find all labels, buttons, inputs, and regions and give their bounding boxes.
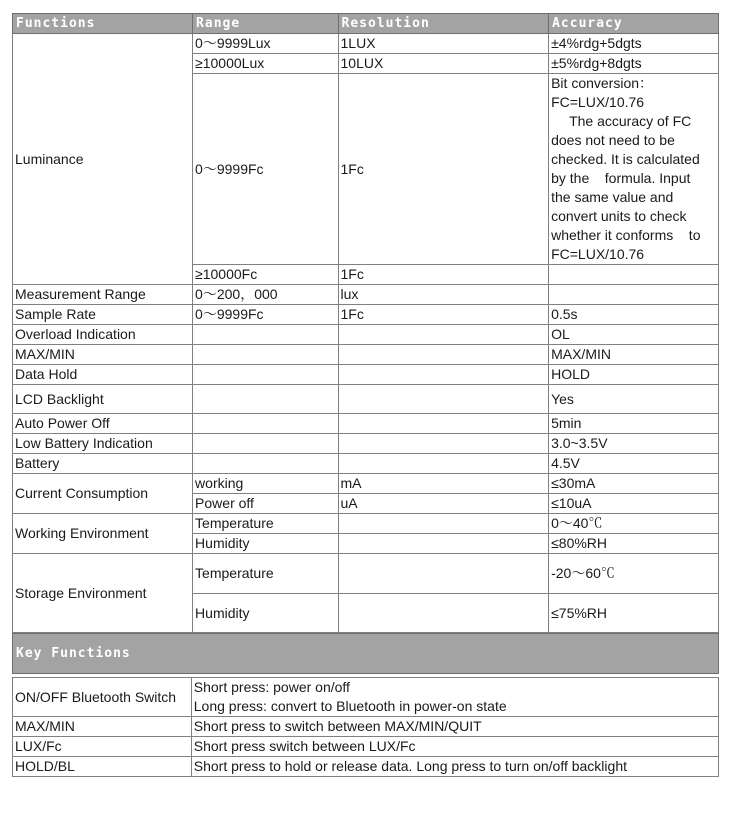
specification-table	[12, 13, 719, 633]
description-line: Short press: power on/off	[193, 679, 350, 695]
resolution-cell	[338, 345, 549, 365]
description-line: Long press: convert to Bluetooth in power-on state	[193, 698, 507, 714]
accuracy-cell: 3.0~3.5V	[549, 434, 719, 454]
table-row	[13, 365, 719, 385]
table-row	[13, 554, 719, 594]
resolution-cell: lux	[338, 285, 549, 305]
accuracy-cell	[549, 285, 719, 305]
function-cell: MAX/MIN	[13, 345, 193, 365]
table-row	[13, 434, 719, 454]
range-cell	[193, 365, 338, 385]
range-cell: ≥10000Lux	[193, 54, 338, 74]
resolution-cell	[338, 454, 549, 474]
range-cell: Temperature	[193, 514, 338, 534]
table-row	[13, 305, 719, 325]
accuracy-cell: -20～60℃	[549, 554, 719, 594]
note-line: Bit conversion：	[551, 75, 654, 91]
function-cell: Auto Power Off	[13, 414, 193, 434]
header-functions: Functions	[13, 14, 193, 34]
table-row	[13, 717, 719, 737]
note-line: does not need to be	[551, 132, 675, 148]
resolution-cell: mA	[338, 474, 549, 494]
current-consumption-label: Current Consumption	[13, 474, 193, 514]
key-description-cell: Short press to hold or release data. Long press to turn on/off backlight	[191, 757, 718, 777]
resolution-cell	[338, 365, 549, 385]
table-row	[13, 474, 719, 494]
note-line: FC=LUX/10.76	[551, 94, 645, 110]
resolution-cell: uA	[338, 494, 549, 514]
accuracy-cell: ±5%rdg+8dgts	[549, 54, 719, 74]
range-cell: Humidity	[193, 534, 338, 554]
accuracy-cell: 0～40℃	[549, 514, 719, 534]
resolution-cell	[338, 414, 549, 434]
header-resolution: Resolution	[338, 14, 549, 34]
accuracy-cell: 4.5V	[549, 454, 719, 474]
range-cell: 0～9999Fc	[193, 305, 338, 325]
table-row	[13, 285, 719, 305]
accuracy-cell: ≤30mA	[549, 474, 719, 494]
resolution-cell: 1Fc	[338, 265, 549, 285]
header-range: Range	[193, 14, 338, 34]
accuracy-cell: 0.5s	[549, 305, 719, 325]
accuracy-cell: OL	[549, 325, 719, 345]
table-row	[13, 737, 719, 757]
function-cell: Measurement Range	[13, 285, 193, 305]
range-cell: 0～9999Lux	[193, 34, 338, 54]
key-functions-table	[12, 633, 719, 777]
resolution-cell	[338, 554, 549, 594]
accuracy-cell: MAX/MIN	[549, 345, 719, 365]
accuracy-cell: 5min	[549, 414, 719, 434]
accuracy-cell: ≤80%RH	[549, 534, 719, 554]
note-line: FC=LUX/10.76	[551, 246, 645, 262]
key-functions-title: Key Functions	[13, 634, 719, 674]
note-line: the same value and	[551, 189, 674, 205]
range-cell	[193, 345, 338, 365]
range-cell: Temperature	[193, 554, 338, 594]
range-cell	[193, 385, 338, 414]
function-cell: LCD Backlight	[13, 385, 193, 414]
range-cell: Power off	[193, 494, 338, 514]
range-cell	[193, 454, 338, 474]
table-row	[13, 34, 719, 54]
range-cell	[193, 434, 338, 454]
range-cell	[193, 325, 338, 345]
table-row	[13, 454, 719, 474]
luminance-label: Luminance	[13, 34, 193, 285]
range-cell	[193, 414, 338, 434]
function-cell: Overload Indication	[13, 325, 193, 345]
note-line: whether it conforms to	[551, 227, 701, 243]
table-row	[13, 678, 719, 717]
resolution-cell: 10LUX	[338, 54, 549, 74]
table-row	[13, 325, 719, 345]
table-row	[13, 414, 719, 434]
resolution-cell	[338, 534, 549, 554]
accuracy-cell: Yes	[549, 385, 719, 414]
note-line: by the formula. Input	[551, 170, 691, 186]
accuracy-cell: ≤10uA	[549, 494, 719, 514]
range-cell: 0～200，000	[193, 285, 338, 305]
resolution-cell	[338, 514, 549, 534]
storage-environment-label: Storage Environment	[13, 554, 193, 633]
resolution-cell	[338, 385, 549, 414]
resolution-cell: 1Fc	[338, 305, 549, 325]
resolution-cell	[338, 594, 549, 633]
fc-conversion-note	[549, 74, 719, 265]
resolution-cell	[338, 325, 549, 345]
key-description-cell	[191, 678, 718, 717]
accuracy-cell: HOLD	[549, 365, 719, 385]
key-functions-header-row	[13, 634, 719, 674]
function-cell: Low Battery Indication	[13, 434, 193, 454]
key-name-cell: MAX/MIN	[13, 717, 192, 737]
table-row	[13, 514, 719, 534]
resolution-cell: 1Fc	[338, 74, 549, 265]
note-line: convert units to check	[551, 208, 687, 224]
note-line: The accuracy of FC	[569, 113, 692, 129]
note-line: checked. It is calculated	[551, 151, 700, 167]
function-cell: Battery	[13, 454, 193, 474]
range-cell: working	[193, 474, 338, 494]
range-cell: Humidity	[193, 594, 338, 633]
function-cell: Sample Rate	[13, 305, 193, 325]
range-cell: ≥10000Fc	[193, 265, 338, 285]
table-row	[13, 345, 719, 365]
spec-header-row	[13, 14, 719, 34]
table-row	[13, 385, 719, 414]
key-description-cell: Short press switch between LUX/Fc	[191, 737, 718, 757]
working-environment-label: Working Environment	[13, 514, 193, 554]
key-description-cell: Short press to switch between MAX/MIN/QUIT	[191, 717, 718, 737]
key-name-cell: HOLD/BL	[13, 757, 192, 777]
header-accuracy: Accuracy	[549, 14, 719, 34]
key-name-cell: LUX/Fc	[13, 737, 192, 757]
resolution-cell	[338, 434, 549, 454]
range-cell: 0～9999Fc	[193, 74, 338, 265]
function-cell: Data Hold	[13, 365, 193, 385]
table-row	[13, 757, 719, 777]
accuracy-cell: ±4%rdg+5dgts	[549, 34, 719, 54]
accuracy-cell: ≤75%RH	[549, 594, 719, 633]
key-name-cell: ON/OFF Bluetooth Switch	[13, 678, 192, 717]
resolution-cell: 1LUX	[338, 34, 549, 54]
accuracy-cell	[549, 265, 719, 285]
